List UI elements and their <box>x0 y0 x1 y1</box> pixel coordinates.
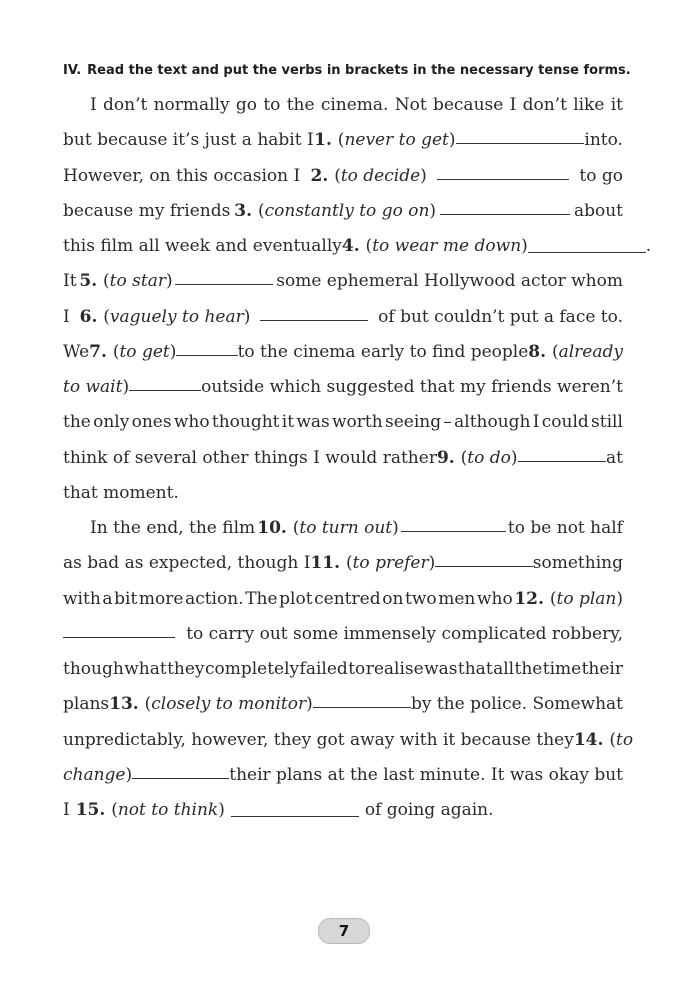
text-segment: like <box>573 95 605 115</box>
text-segment: all <box>493 659 515 679</box>
text-segment: was <box>424 659 458 679</box>
text-segment: completely <box>204 659 300 679</box>
text-segment: but because it’s just a habit I <box>63 130 314 151</box>
verb-prompt-continued: change) <box>63 764 133 785</box>
verb-prompt: 2. (to decide) <box>310 165 427 186</box>
answer-blank[interactable] <box>435 546 533 567</box>
text-line <box>63 229 652 263</box>
text-segment: their plans at the last minute. It was okay but <box>229 764 623 785</box>
answer-blank[interactable] <box>456 123 584 144</box>
text-segment: I <box>63 800 70 820</box>
verb-prompt: 10. (to turn out) <box>257 518 399 538</box>
verb-prompt: 1. (never to get) <box>314 130 456 151</box>
text-line <box>63 405 623 439</box>
answer-blank[interactable] <box>176 335 237 356</box>
text-segment: the <box>286 95 315 115</box>
text-line <box>63 723 634 757</box>
text-line <box>63 546 623 580</box>
text-segment: to the cinema early to find people <box>237 341 529 362</box>
text-segment: I <box>532 412 540 433</box>
text-segment: as bad as expected, though I <box>63 553 311 574</box>
page-number-badge <box>318 918 370 944</box>
text-line <box>63 793 623 827</box>
text-line <box>63 264 623 298</box>
text-segment: only <box>93 412 130 433</box>
text-segment: because <box>432 95 504 115</box>
text-segment: about <box>573 200 623 221</box>
text-segment: thought <box>211 412 280 433</box>
text-segment: I <box>90 95 97 115</box>
text-segment: plans <box>63 694 110 715</box>
text-segment: normally <box>153 95 230 115</box>
text-segment: unpredictably, however, they got away with it because they <box>63 729 574 750</box>
text-segment: men <box>438 588 476 609</box>
text-segment: more <box>138 588 184 609</box>
text-segment: cinema. <box>320 95 389 115</box>
text-segment: the <box>514 659 543 679</box>
text-line <box>63 617 623 651</box>
text-segment: because my friends <box>63 200 231 221</box>
text-segment: bit <box>114 588 138 609</box>
text-segment: what <box>124 659 167 679</box>
text-segment: of going again. <box>364 800 494 820</box>
text-segment: don’t <box>103 95 148 115</box>
text-line <box>90 88 623 122</box>
text-segment: action. <box>185 588 244 609</box>
text-segment: . <box>645 236 652 256</box>
text-segment: go <box>235 95 258 115</box>
exercise-number: IV. <box>63 63 82 78</box>
answer-blank[interactable] <box>175 264 273 285</box>
text-segment: think of several other things I would rather <box>63 447 437 468</box>
text-segment: However, on this occasion I <box>63 165 301 186</box>
text-segment: outside which suggested that my friends weren’t <box>201 377 623 397</box>
text-segment: who <box>476 588 513 609</box>
text-segment: they <box>167 659 205 679</box>
text-segment: though <box>63 659 124 679</box>
text-segment: realise <box>365 659 424 679</box>
text-segment: to carry out some immensely complicated robbery, <box>186 623 623 644</box>
text-segment: plot <box>279 588 313 609</box>
verb-prompt: 14. (to <box>573 729 634 750</box>
text-segment: some ephemeral Hollywood actor whom <box>276 271 623 292</box>
answer-blank[interactable] <box>528 232 646 253</box>
verb-prompt: 12. (to plan) <box>514 588 623 609</box>
text-segment: who <box>173 412 210 433</box>
text-segment: failed <box>299 659 348 679</box>
verb-prompt: 11. (to prefer) <box>310 553 436 574</box>
text-segment: to go <box>579 165 623 186</box>
answer-blank[interactable] <box>260 300 368 321</box>
text-line <box>63 335 623 369</box>
text-segment: don’t <box>522 95 567 115</box>
text-line <box>63 758 623 792</box>
answer-blank[interactable] <box>129 370 201 391</box>
page-number: 7 <box>338 922 350 940</box>
text-line <box>63 441 623 475</box>
text-line <box>63 687 623 721</box>
text-segment: to <box>348 659 366 679</box>
text-segment: ones <box>131 412 172 433</box>
text-segment: could <box>541 412 589 433</box>
text-segment: two <box>405 588 437 609</box>
verb-prompt: 13. (closely to monitor) <box>109 694 313 715</box>
verb-prompt-continued: to wait) <box>63 377 130 397</box>
answer-blank[interactable] <box>231 796 359 817</box>
text-segment: worth <box>332 412 383 433</box>
verb-prompt: 8. (already <box>528 341 623 362</box>
text-line <box>63 370 623 404</box>
text-segment: centred <box>314 588 381 609</box>
text-line <box>90 511 623 545</box>
text-segment: was <box>296 412 330 433</box>
text-line <box>63 159 623 193</box>
text-segment: seeing <box>384 412 442 433</box>
text-segment: We <box>63 341 90 362</box>
text-segment: their <box>581 659 623 679</box>
answer-blank[interactable] <box>63 617 175 638</box>
text-segment: – <box>443 412 452 433</box>
verb-prompt: 6. (vaguely to hear) <box>79 306 251 327</box>
text-segment: on <box>382 588 404 609</box>
verb-prompt: 7. (to get) <box>89 341 177 362</box>
verb-prompt: 5. (to star) <box>79 271 173 292</box>
answer-blank[interactable] <box>132 758 229 779</box>
text-segment: to be not half <box>507 518 623 538</box>
text-segment: by the police. Somewhat <box>410 694 623 715</box>
verb-prompt: 3. (constantly to go on) <box>234 200 437 221</box>
blank-with-period <box>528 229 651 263</box>
text-segment: something <box>532 553 623 574</box>
text-line <box>63 476 623 510</box>
text-segment: the <box>63 412 91 433</box>
text-segment: it <box>281 412 295 433</box>
text-segment: that <box>457 659 493 679</box>
verb-prompt: 9. (to do) <box>436 447 518 468</box>
text-segment: a <box>102 588 113 609</box>
verb-prompt: 4. (to wear me down) <box>341 236 528 256</box>
text-line <box>63 123 623 157</box>
text-segment: Not <box>394 95 427 115</box>
answer-blank[interactable] <box>437 159 569 180</box>
text-segment: It <box>63 271 77 292</box>
text-segment: of but couldn’t put a face to. <box>378 306 623 327</box>
text-line <box>63 300 623 334</box>
answer-blank[interactable] <box>401 511 506 532</box>
exercise-instruction: Read the text and put the verbs in brackets in the necessary tense forms. <box>87 63 631 78</box>
verb-prompt: 15. (not to think) <box>75 800 225 820</box>
text-segment: In the end, the film <box>90 518 256 538</box>
text-segment: into. <box>584 130 623 151</box>
text-segment: it <box>610 95 623 115</box>
answer-blank[interactable] <box>518 441 607 462</box>
text-segment: still <box>591 412 623 433</box>
exercise-heading <box>63 63 663 78</box>
text-segment: at <box>606 447 623 468</box>
answer-blank[interactable] <box>440 194 570 215</box>
text-line <box>63 582 623 616</box>
text-segment: although <box>454 412 531 433</box>
text-segment: with <box>63 588 101 609</box>
text-segment: that moment. <box>63 482 179 503</box>
text-segment: I <box>509 95 517 115</box>
text-line <box>63 652 623 686</box>
answer-blank[interactable] <box>313 687 411 708</box>
text-segment: this film all week and eventually <box>63 236 342 256</box>
text-line <box>63 194 623 228</box>
text-segment: The <box>245 588 278 609</box>
text-segment: to <box>263 95 281 115</box>
text-segment: time <box>542 659 582 679</box>
text-segment: I <box>63 306 70 327</box>
